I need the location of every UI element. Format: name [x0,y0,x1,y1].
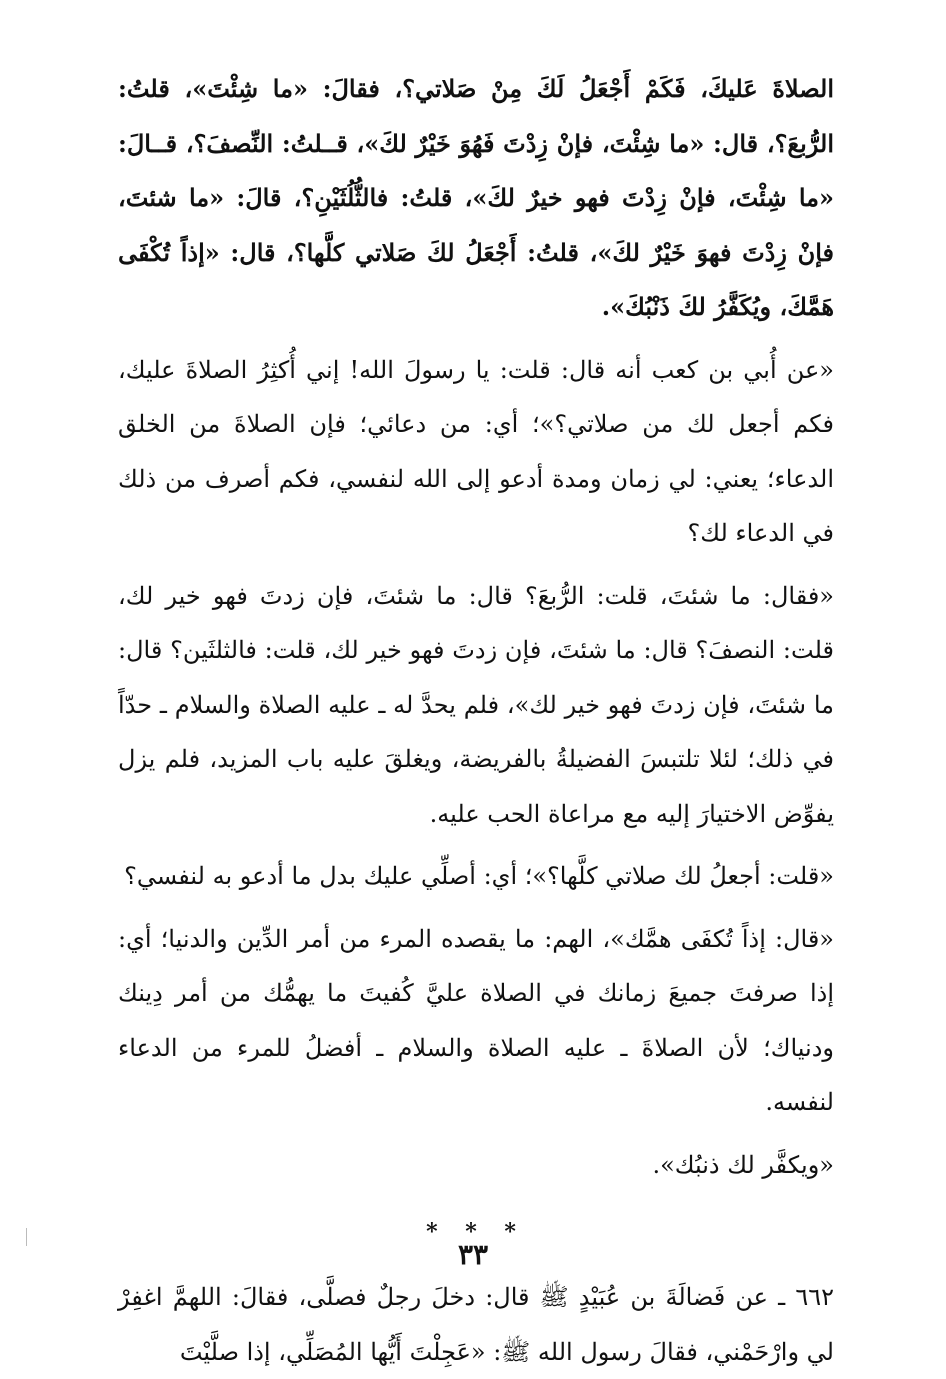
paragraph-commentary-1 [118,343,834,561]
page-number: ٣٣ [457,1238,489,1271]
paragraph-commentary-3 [118,849,834,904]
hadith-text: الصلاةَ عَليكَ، فَكَمْ أَجْعَلُ لَكَ مِنْ صَلاتي؟، فقالَ: «ما شِئْتَ»، قلتُ: الرُّبعَ؟، قال: «ما شِئْتَ، فإنْ زِدْتَ فَهُوَ خَيْرٌ لكَ»، قــلتُ: النِّصفَ؟، قــالَ: «ما شِئْتَ، فإنْ زِدْتَ فهو خيرٌ لكَ»، قلتُ: فالثُّلُثَيْنِ؟، قالَ: «ما شئتَ، فإنْ زِدْتَ فهوَ خَيْرٌ لكَ»، قلتُ: أَجْعَلُ لكَ صَلاتي كلَّها؟، قال: «إذاً تُكْفَى هَمَّكَ، ويُكَفَّرُ لكَ ذَنْبُكَ». [118,74,834,321]
margin-mark [26,1228,27,1246]
commentary-text: «فقال: ما شئتَ، قلت: الرُّبعَ؟ قال: ما شئتَ، فإن زدتَ فهو خير لك، قلت: النصفَ؟ قال: ما شئتَ، فإن زدتَ فهو خير لك، قلت: فالثلثَين؟ قال: ما شئتَ، فإن زدتَ فهو خير لك»، فلم يحدَّ له ـ عليه الصلاة والسلام ـ حدّاً في ذلك؛ لئلا تلتبسَ الفضيلةُ بالفريضة، ويغلقَ عليه باب المزيد، فلم يزل يفوِّض الاختيارَ إليه مع مراعاة الحب عليه. [118,581,834,828]
hadith-text: ٦٦٢ ـ عن فَضالَةَ بن عُبَيْدٍ ﷺ قال: دخلَ رجلٌ فصلَّى، فقالَ: اللهمَّ اغفِرْ لي وارْحَمْني، فقالَ رسول الله ﷺ: «عَجِلْتَ أَيُّها المُصَلِّي، إذا صلَّيْتَ [118,1283,834,1366]
section-separator: * * * [426,1219,526,1245]
commentary-text: «عن أُبي بن كعب أنه قال: قلت: يا رسولَ الله! إني أُكثِرُ الصلاةَ عليك، فكم أجعل لك من صلاتي؟»؛ أي: من دعائي؛ فإن الصلاةَ من الخلق الدعاء؛ يعني: لي زمان ومدة أدعو إلى الله لنفسي، فكم أصرف من ذلك في الدعاء لك؟ [118,355,834,547]
commentary-text: «ويكفَّر لك ذنبُك». [652,1150,834,1179]
paragraph-commentary-5 [118,1138,834,1193]
page-body [118,62,834,1379]
paragraph-hadith-continuation [118,62,834,335]
paragraph-commentary-2 [118,569,834,842]
paragraph-commentary-4 [118,912,834,1130]
commentary-text: «قلت: أجعلُ لك صلاتي كلَّها؟»؛ أي: أصلِّي عليك بدل ما أدعو به لنفسي؟ [124,862,834,890]
commentary-text: «قال: إذاً تُكفَى همَّك»، الهم: ما يقصده المرء من أمر الدِّين والدنيا؛ أي: إذا صرفتَ جميعَ زمانك في الصلاة عليَّ كُفيتَ ما يهمُّك من أمر دِينك ودنياك؛ لأن الصلاةَ ـ عليه الصلاة والسلام ـ أفضلُ للمرء من الدعاء لنفسه. [118,924,834,1116]
paragraph-hadith-662 [118,1270,834,1379]
